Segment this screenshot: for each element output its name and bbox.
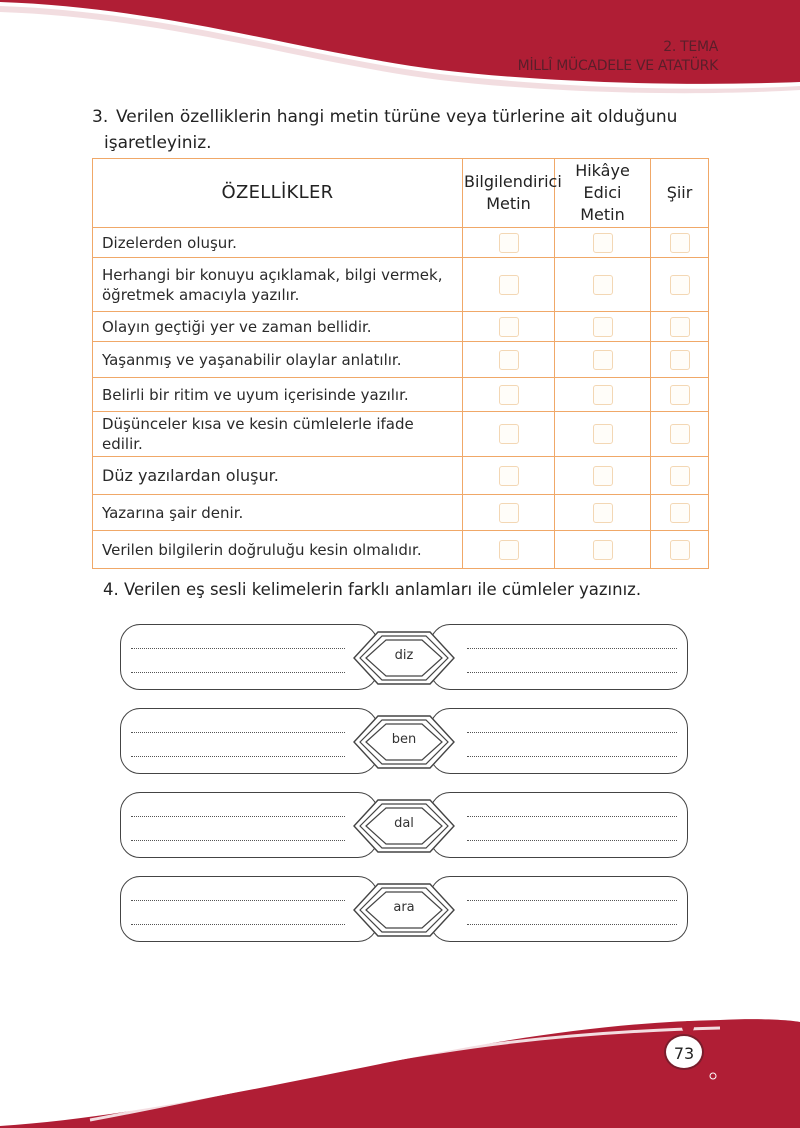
checkbox[interactable]	[593, 275, 613, 295]
feature-text: Yaşanmış ve yaşanabilir olaylar anlatılır.	[93, 342, 463, 378]
checkbox[interactable]	[670, 233, 690, 253]
table-header-row	[93, 159, 709, 228]
checkbox[interactable]	[593, 317, 613, 337]
table-row	[93, 342, 709, 378]
feature-text: Dizelerden oluşur.	[93, 228, 463, 258]
checkbox[interactable]	[593, 540, 613, 560]
homonym-word: ara	[393, 900, 415, 915]
sentence-box-right[interactable]	[430, 876, 688, 942]
theme-header	[518, 38, 718, 76]
sentence-box-left[interactable]	[120, 792, 378, 858]
checkbox[interactable]	[670, 540, 690, 560]
sentence-box-right[interactable]	[430, 624, 688, 690]
homonym-row	[120, 790, 688, 862]
homonym-row	[120, 706, 688, 778]
checkbox[interactable]	[593, 385, 613, 405]
checkbox[interactable]	[593, 424, 613, 444]
header-poem: Şiir	[651, 159, 709, 228]
header-features: ÖZELLİKLER	[93, 159, 463, 228]
header-informative-text: Bilgilendirici Metin	[463, 159, 555, 228]
homonym-row	[120, 622, 688, 694]
checkbox[interactable]	[670, 350, 690, 370]
feature-text: Yazarına şair denir.	[93, 495, 463, 531]
checkbox[interactable]	[670, 466, 690, 486]
checkbox[interactable]	[670, 275, 690, 295]
table-row	[93, 531, 709, 569]
table-row	[93, 457, 709, 495]
checkbox[interactable]	[593, 503, 613, 523]
page-number: 73	[664, 1034, 704, 1070]
homonym-word: ben	[391, 732, 417, 747]
question-text-line1: Verilen özelliklerin hangi metin türüne veya türlerine ait olduğunu	[116, 107, 678, 127]
homonym-word: dal	[394, 816, 414, 831]
sentence-box-right[interactable]	[430, 708, 688, 774]
sentence-box-right[interactable]	[430, 792, 688, 858]
table-row	[93, 412, 709, 457]
question-text-line2: işaretleyiniz.	[104, 133, 212, 153]
header-narrative-text: Hikâye Edici Metin	[555, 159, 651, 228]
homonym-row	[120, 874, 688, 946]
checkbox[interactable]	[499, 503, 519, 523]
feature-text: Herhangi bir konuyu açıklamak, bilgi vermek, öğretmek amacıyla yazılır.	[93, 258, 463, 312]
question-number: 3.	[92, 107, 109, 127]
theme-number: 2. TEMA	[663, 39, 718, 55]
deco-dot	[682, 1021, 694, 1033]
checkbox[interactable]	[670, 385, 690, 405]
feature-text: Belirli bir ritim ve uyum içerisinde yazılır.	[93, 378, 463, 412]
checkbox[interactable]	[670, 503, 690, 523]
checkbox[interactable]	[499, 466, 519, 486]
checkbox[interactable]	[499, 540, 519, 560]
checkbox[interactable]	[499, 424, 519, 444]
checkbox[interactable]	[670, 424, 690, 444]
table-row	[93, 258, 709, 312]
homonym-word: diz	[394, 648, 414, 663]
table-row	[93, 495, 709, 531]
question-4-title: 4. Verilen eş sesli kelimelerin farklı anlamları ile cümleler yazınız.	[103, 580, 642, 599]
checkbox[interactable]	[593, 350, 613, 370]
table-row	[93, 228, 709, 258]
feature-text: Düşünceler kısa ve kesin cümlelerle ifade edilir.	[93, 412, 463, 457]
checkbox[interactable]	[593, 466, 613, 486]
feature-text: Düz yazılardan oluşur.	[93, 457, 463, 495]
checkbox[interactable]	[499, 233, 519, 253]
sentence-box-left[interactable]	[120, 876, 378, 942]
feature-text: Verilen bilgilerin doğruluğu kesin olmalıdır.	[93, 531, 463, 569]
sentence-box-left[interactable]	[120, 708, 378, 774]
checkbox[interactable]	[499, 275, 519, 295]
question-3-title	[92, 104, 702, 156]
checkbox[interactable]	[593, 233, 613, 253]
table-row	[93, 312, 709, 342]
checkbox[interactable]	[499, 385, 519, 405]
feature-text: Olayın geçtiği yer ve zaman bellidir.	[93, 312, 463, 342]
theme-title: MİLLÎ MÜCADELE VE ATATÜRK	[517, 58, 718, 74]
checkbox[interactable]	[670, 317, 690, 337]
checkbox[interactable]	[499, 350, 519, 370]
sentence-box-left[interactable]	[120, 624, 378, 690]
table-row	[93, 378, 709, 412]
checkbox[interactable]	[499, 317, 519, 337]
features-table	[92, 158, 709, 569]
